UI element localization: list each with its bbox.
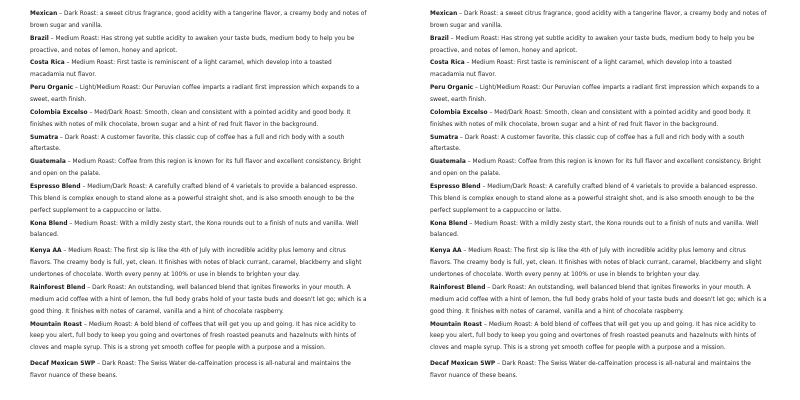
coffee-entry-9 — [30, 246, 368, 282]
coffee-entry-8 — [430, 219, 768, 243]
coffee-name: Costa Rica — [430, 60, 465, 67]
separator: – — [58, 134, 65, 141]
coffee-name: Sumatra — [430, 134, 459, 141]
coffee-name: Kenya AA — [430, 248, 462, 255]
coffee-entry-6 — [30, 157, 368, 181]
coffee-description: Light/Medium Roast: Our Peruvian coffee imparts a radiant first impression which expands to a sweet, earth finish. — [430, 85, 760, 104]
coffee-description: Dark Roast: A customer favorite, this classic cup of coffee has a full and rich body with a south aftertaste. — [30, 134, 345, 153]
coffee-name: Guatemala — [30, 159, 66, 166]
coffee-description: Medium Roast: A bold blend of coffees that will get you up and going. It has nice acidity to keep you alert, full body to keep you going and overtones of fresh roasted peanuts and hazelnuts with hints of cloves and maple syrup. This is a strong yet smooth coffee for people with a purpose and a mission. — [30, 321, 357, 352]
coffee-description: Med/Dark Roast: Smooth, clean and consistent with a pointed acidity and good body. It finishes with notes of milk chocolate, brown sugar and a hint of red fruit flavor in the background. — [30, 109, 351, 128]
coffee-name: Decaf Mexican SWP — [30, 361, 96, 368]
coffee-name: Rainforest Blend — [30, 284, 86, 291]
coffee-description: Medium Roast: The first sip is like the 4th of July with incredible acidity plus lemony and citrus flavors. The creamy body is full, yet, clean. It finishes with notes of black currant, caramel, blackberry and slight undertones of chocolate. Worth every penny at 100% or use in blends to brighten your day. — [30, 248, 362, 279]
coffee-entry-10 — [30, 283, 368, 319]
coffee-entry-2 — [430, 58, 768, 82]
separator: – — [464, 60, 472, 67]
coffee-description: Dark Roast: An outstanding, well balanced blend that ignites fireworks in your mouth. A medium acid coffee with a hint of lemon, the full body grabs hold of your taste buds and doesn't let go; which is a good thing. It finishes with notes of caramel, vanilla and a hint of chocolate raspberry. — [430, 284, 767, 315]
coffee-description: Medium Roast: With a mildly zesty start, the Kona rounds out to a finish of nuts and vanilla. Well balanced. — [430, 220, 759, 239]
coffee-description: Dark Roast: An outstanding, well balanced blend that ignites fireworks in your mouth. A medium acid coffee with a hint of lemon, the full body grabs hold of your taste buds and doesn't let go; which is a good thing. It finishes with notes of caramel, vanilla and a hint of chocolate raspberry. — [30, 284, 367, 315]
separator: – — [80, 183, 88, 190]
separator: – — [61, 248, 69, 255]
coffee-name: Mexican — [30, 11, 58, 17]
coffee-entry-6 — [430, 157, 768, 181]
separator: – — [461, 248, 469, 255]
separator: – — [67, 220, 75, 227]
coffee-entry-1 — [30, 34, 368, 58]
separator: – — [95, 361, 102, 368]
separator: – — [473, 85, 480, 92]
coffee-entry-3 — [430, 83, 768, 107]
coffee-name: Brazil — [30, 35, 49, 42]
coffee-description: Medium Roast: The first sip is like the 4th of July with incredible acidity plus lemony and citrus flavors. The creamy body is full, yet, clean. It finishes with notes of black currant, caramel, blackberry and slight undertones of chocolate. Worth every penny at 100% or use in blends to brighten your day. — [430, 248, 762, 279]
coffee-description: Dark Roast: a sweet citrus fragrance, good acidity with a tangerine flavor, a creamy body and notes of brown sugar and vanilla. — [30, 11, 367, 29]
coffee-name: Kona Blend — [430, 220, 468, 227]
coffee-name: Kona Blend — [30, 220, 68, 227]
coffee-entry-5 — [430, 133, 768, 157]
coffee-description: Dark Roast: A customer favorite, this classic cup of coffee has a full and rich body with a south aftertaste. — [430, 134, 745, 153]
coffee-name: Colombia Excelso — [30, 109, 88, 116]
separator: – — [495, 361, 502, 368]
coffee-name: Espresso Blend — [430, 183, 481, 190]
coffee-description: Medium Roast: First taste is reminiscent of a light caramel, which develop into a toasted macadamia nut flavor. — [30, 60, 332, 79]
separator: – — [457, 11, 464, 17]
separator: – — [480, 183, 488, 190]
coffee-description: Light/Medium Roast: Our Peruvian coffee imparts a radiant first impression which expands to a sweet, earth finish. — [30, 85, 360, 104]
coffee-entry-4 — [30, 108, 368, 132]
coffee-entry-0 — [30, 9, 368, 33]
coffee-name: Guatemala — [430, 159, 466, 166]
coffee-description: Medium/Dark Roast: A carefully crafted blend of 4 varietals to provide a balanced espresso. This blend is complex enough to stand alone as a powerful straight shot, and is also smooth enough to be the perfect supplement to a cappuccino or latte. — [30, 183, 358, 214]
coffee-name: Peru Organic — [430, 85, 474, 92]
coffee-name: Rainforest Blend — [430, 284, 486, 291]
coffee-description: Medium Roast: Has strong yet subtle acidity to awaken your taste buds, medium body to help you be proactive, and notes of lemon, honey and apricot. — [30, 35, 355, 54]
separator: – — [87, 109, 95, 116]
coffee-entry-7 — [430, 182, 768, 218]
coffee-entry-1 — [430, 34, 768, 58]
coffee-entry-5 — [30, 133, 368, 157]
coffee-name: Costa Rica — [30, 60, 65, 67]
coffee-entry-9 — [430, 246, 768, 282]
separator: – — [448, 35, 456, 42]
coffee-entry-7 — [30, 182, 368, 218]
coffee-description: Medium Roast: First taste is reminiscent of a light caramel, which develop into a toasted macadamia nut flavor. — [430, 60, 732, 79]
coffee-description: Medium Roast: Coffee from this region is known for its full flavor and excellent consistency. Bright and open on the palate. — [430, 159, 761, 178]
coffee-name: Brazil — [430, 35, 449, 42]
coffee-name: Mexican — [430, 11, 458, 17]
coffee-name: Decaf Mexican SWP — [430, 361, 496, 368]
separator: – — [57, 11, 64, 17]
coffee-entry-2 — [30, 58, 368, 82]
coffee-description: Dark Roast: The Swiss Water de-caffeination process is all-natural and maintains the flavor nuance of these beans. — [30, 361, 351, 380]
coffee-description: Dark Roast: a sweet citrus fragrance, good acidity with a tangerine flavor, a creamy body and notes of brown sugar and vanilla. — [430, 11, 767, 29]
coffee-description: Medium Roast: Has strong yet subtle acidity to awaken your taste buds, medium body to help you be proactive, and notes of lemon, honey and apricot. — [430, 35, 755, 54]
coffee-entry-4 — [430, 108, 768, 132]
separator: – — [467, 220, 475, 227]
coffee-entry-11 — [30, 320, 368, 356]
coffee-entry-12 — [430, 359, 768, 383]
coffee-description: Med/Dark Roast: Smooth, clean and consistent with a pointed acidity and good body. It finishes with notes of milk chocolate, brown sugar and a hint of red fruit flavor in the background. — [430, 109, 751, 128]
separator: – — [65, 159, 73, 166]
separator: – — [465, 159, 473, 166]
coffee-entry-0 — [430, 9, 768, 33]
coffee-name: Mountain Roast — [30, 321, 83, 328]
coffee-entry-11 — [430, 320, 768, 356]
coffee-entry-12 — [30, 359, 368, 383]
coffee-list-left — [30, 9, 368, 384]
separator: – — [485, 284, 493, 291]
separator: – — [458, 134, 465, 141]
separator: – — [64, 60, 72, 67]
coffee-name: Colombia Excelso — [430, 109, 488, 116]
separator: – — [482, 321, 489, 328]
separator: – — [82, 321, 89, 328]
separator: – — [85, 284, 93, 291]
coffee-name: Peru Organic — [30, 85, 74, 92]
coffee-entry-10 — [430, 283, 768, 319]
coffee-name: Mountain Roast — [430, 321, 483, 328]
separator: – — [487, 109, 495, 116]
coffee-list-right — [430, 9, 768, 384]
coffee-name: Sumatra — [30, 134, 59, 141]
coffee-description: Medium Roast: With a mildly zesty start, the Kona rounds out to a finish of nuts and vanilla. Well balanced. — [30, 220, 359, 239]
coffee-description: Dark Roast: The Swiss Water de-caffeination process is all-natural and maintains the flavor nuance of these beans. — [430, 361, 751, 380]
separator: – — [48, 35, 56, 42]
coffee-description: Medium Roast: Coffee from this region is known for its full flavor and excellent consistency. Bright and open on the palate. — [30, 159, 361, 178]
coffee-description: Medium Roast: A bold blend of coffees that will get you up and going. It has nice acidity to keep you alert, full body to keep you going and overtones of fresh roasted peanuts and hazelnuts with hints of cloves and maple syrup. This is a strong yet smooth coffee for people with a purpose and a mission. — [430, 321, 757, 352]
separator: – — [73, 85, 80, 92]
coffee-name: Espresso Blend — [30, 183, 81, 190]
coffee-description: Medium/Dark Roast: A carefully crafted blend of 4 varietals to provide a balanced espresso. This blend is complex enough to stand alone as a powerful straight shot, and is also smooth enough to be the perfect supplement to a cappuccino or latte. — [430, 183, 758, 214]
coffee-name: Kenya AA — [30, 248, 62, 255]
coffee-entry-8 — [30, 219, 368, 243]
coffee-entry-3 — [30, 83, 368, 107]
